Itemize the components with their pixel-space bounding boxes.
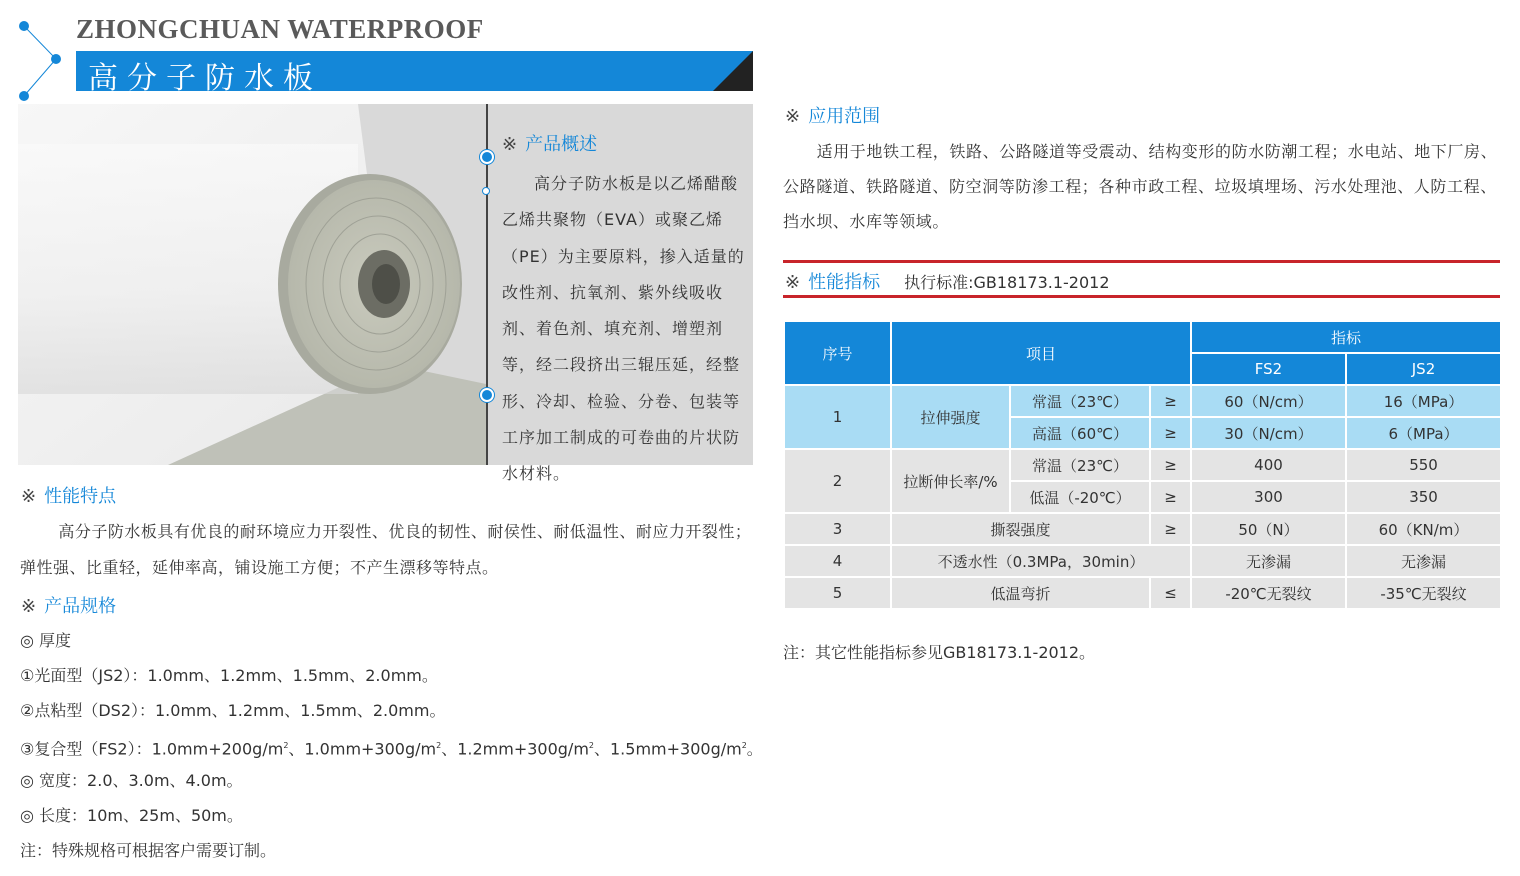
performance-table: [783, 320, 1502, 610]
spec-ds2: ②点粘型（DS2）：1.0mm、1.2mm、1.5mm、2.0mm。: [20, 701, 446, 720]
table-row: 4 不透水性（0.3MPa，30min） 无渗漏 无渗漏: [784, 545, 1501, 577]
red-rule-top: [783, 260, 1500, 263]
spec-length: ◎ 长度：10m、25m、50m。: [20, 806, 243, 825]
divider-dot: [480, 150, 494, 164]
table-row: 3 撕裂强度 ≥ 50（N） 60（KN/m）: [784, 513, 1501, 545]
title-corner: [713, 51, 753, 91]
spec-js2: ①光面型（JS2）：1.0mm、1.2mm、1.5mm、2.0mm。: [20, 666, 438, 685]
brand-name: ZHONGCHUAN WATERPROOF: [76, 14, 484, 44]
spec-note: 注：特殊规格可根据客户需要订制。: [20, 841, 277, 860]
table-note: 注：其它性能指标参见GB18173.1-2012。: [783, 643, 1096, 662]
header-index: 指标: [1191, 321, 1501, 353]
header-js2: JS2: [1346, 353, 1501, 385]
page-title: 高分子防水板: [88, 61, 322, 91]
overview-heading: ※ 产品概述: [502, 134, 598, 155]
product-roll-image: [18, 104, 486, 465]
table-row: 2 拉断伸长率/% 常温（23℃） ≥ 400 550: [784, 449, 1501, 481]
table-row: 5 低温弯折 ≤ -20℃无裂纹 -35℃无裂纹: [784, 577, 1501, 609]
performance-heading: ※ 性能指标 执行标准:GB18173.1-2012: [785, 272, 1110, 293]
features-heading: ※ 性能特点: [21, 486, 117, 507]
header-decoration: [0, 14, 76, 104]
table-header-row: [784, 321, 1501, 353]
spec-width: ◎ 宽度：2.0、3.0m、4.0m。: [20, 771, 243, 790]
table-row: 高温（60℃） ≥ 30（N/cm） 6（MPa）: [784, 417, 1501, 449]
table-row: 1 拉伸强度 常温（23℃） ≥ 60（N/cm） 16（MPa）: [784, 385, 1501, 417]
divider-dot: [480, 388, 494, 402]
application-heading: ※ 应用范围: [785, 106, 881, 127]
header-fs2: FS2: [1191, 353, 1346, 385]
performance-standard: 执行标准:GB18173.1-2012: [904, 273, 1110, 292]
spec-fs2: ③复合型（FS2）：$1.0mm+200g/m^2$、$1.0mm+300g/m^2$、$1.2mm+300g/m^2$、$1.5mm+300g/m^2$。: [20, 739, 763, 759]
specs-heading: ※ 产品规格: [21, 596, 117, 617]
spec-thickness: ◎ 厚度: [20, 631, 72, 650]
header-no: 序号: [784, 321, 891, 385]
table-row: 低温（-20℃） ≥ 300 350: [784, 481, 1501, 513]
title-bar: [76, 51, 753, 91]
application-text: 适用于地铁工程，铁路、公路隧道等受震动、结构变形的防水防潮工程；水电站、地下厂房、公路隧道、铁路隧道、防空洞等防渗工程；各种市政工程、垃圾填埋场、污水处理池、人防工程、挡水坝、水库等领域。: [783, 142, 1498, 231]
overview-text: 高分子防水板是以乙烯醋酸乙烯共聚物（EVA）或聚乙烯（PE）为主要原料，掺入适量的改性剂、抗氧剂、紫外线吸收剂、着色剂、填充剂、增塑剂等，经二段挤出三辊压延，经整形、冷却、检验、分卷、包装等工序加工制成的可卷曲的片状防水材料。: [502, 174, 745, 484]
header-item: 项目: [891, 321, 1191, 385]
red-rule-bottom: [783, 295, 1500, 298]
features-text: 高分子防水板具有优良的耐环境应力开裂性、优良的韧性、耐侯性、耐低温性、耐应力开裂性；弹性强、比重轻，延伸率高，铺设施工方便；不产生漂移等特点。: [20, 522, 752, 577]
divider-dot-small: [482, 187, 490, 195]
